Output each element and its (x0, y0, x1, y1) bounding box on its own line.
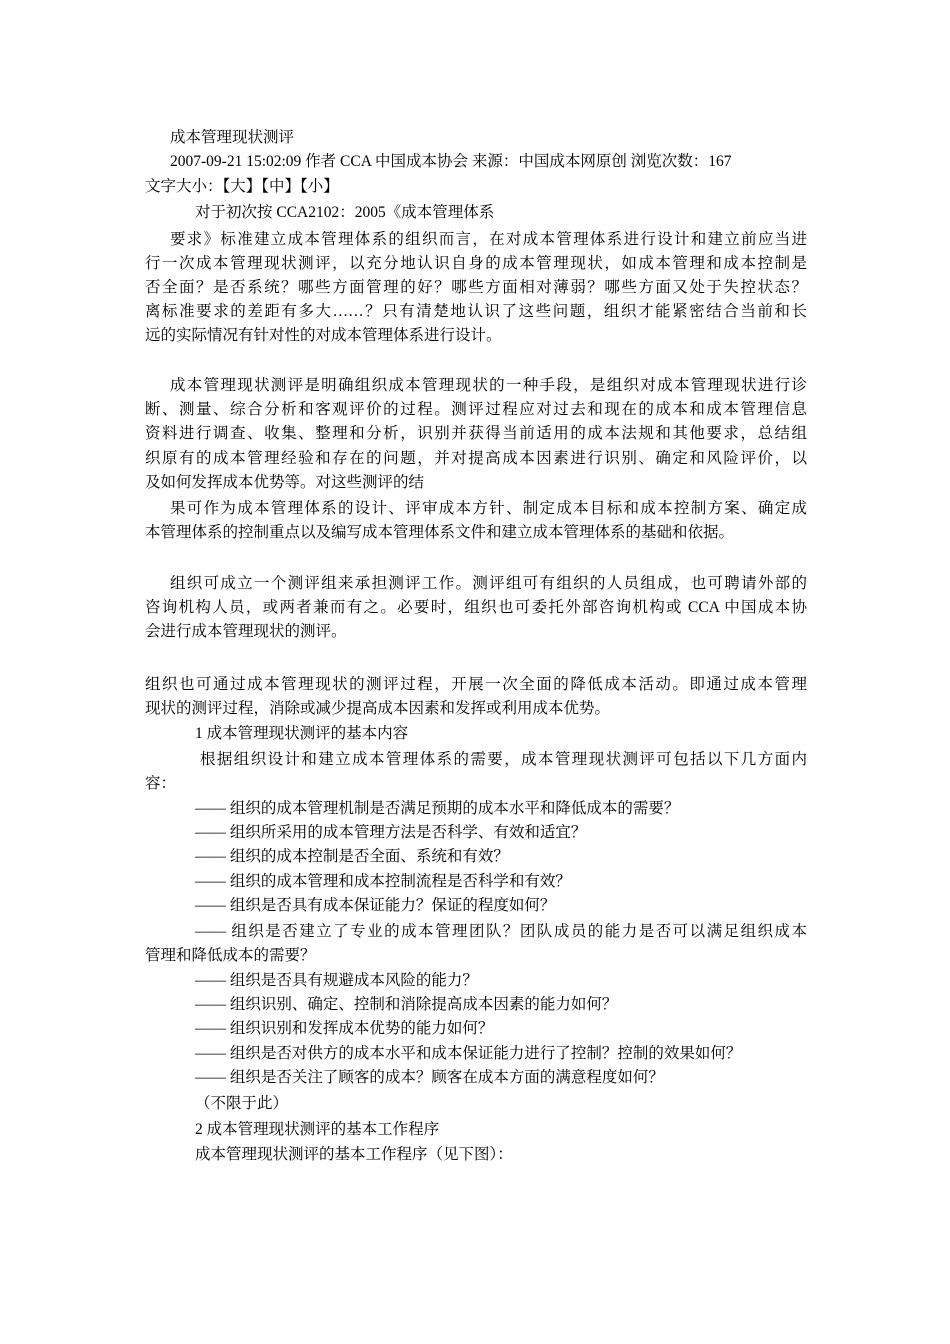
list-item: —— 组织识别、确定、控制和消除提高成本因素的能力如何？ (195, 996, 618, 1013)
paragraph-line: 组织可成立一个测评组来承担测评工作。测评组可有组织的人员组成，也可聘请外部的 (170, 575, 807, 592)
paragraph-line: 离标准要求的差距有多大……？只有清楚地认识了这些问题，组织才能紧密结合当前和长 (145, 303, 807, 320)
paragraph-line: 成本管理现状测评的基本工作程序（见下图）： (195, 1146, 513, 1163)
font-size-medium-link[interactable]: 【中】 (261, 178, 301, 195)
section-heading: 1 成本管理现状测评的基本内容 (195, 725, 409, 742)
paragraph-line: 根据组织设计和建立成本管理体系的需要，成本管理现状测评可包括以下几方面内 (200, 751, 807, 768)
font-size-large-link[interactable]: 【大】 (222, 178, 262, 195)
paragraph-line: 资料进行调查、收集、整理和分析，识别并获得当前适用的成本法规和其他要求，总结组 (145, 425, 807, 442)
paragraph-line: 断、测量、综合分析和客观评价的过程。测评过程应对过去和现在的成本和成本管理信息 (145, 401, 807, 418)
list-item: —— 组织是否具有成本保证能力？保证的程度如何？ (195, 897, 556, 914)
paragraph-line: 会进行成本管理现状的测评。 (145, 623, 347, 640)
font-size-controls (145, 175, 339, 199)
paragraph-line: 成本管理现状测评是明确组织成本管理现状的一种手段，是组织对成本管理现状进行诊 (170, 377, 807, 394)
font-size-label: 文字大小： (145, 178, 223, 195)
list-item-continuation: 管理和降低成本的需要？ (145, 947, 316, 964)
list-item: —— 组织是否具有规避成本风险的能力？ (195, 972, 478, 989)
list-item: —— 组织的成本管理和成本控制流程是否科学和有效？ (195, 873, 571, 890)
list-item: —— 组织所采用的成本管理方法是否科学、有效和适宜？ (195, 824, 587, 841)
paragraph-line: 织原有的成本管理经验和存在的问题，并对提高成本因素进行识别、确定和风险评价，以 (145, 450, 807, 467)
list-item: —— 组织的成本管理机制是否满足预期的成本水平和降低成本的需要？ (195, 800, 680, 817)
font-size-small-link[interactable]: 【小】 (300, 178, 339, 195)
paragraph-line: 组织也可通过成本管理现状的测评过程，开展一次全面的降低成本活动。即通过成本管理 (145, 676, 807, 693)
paragraph-line: 行一次成本管理现状测评，以充分地认识自身的成本管理现状，如成本管理和成本控制是 (145, 255, 807, 272)
paragraph-line: 本管理体系的控制重点以及编写成本管理体系文件和建立成本管理体系的基础和依据。 (145, 524, 735, 541)
article-meta: 2007-09-21 15:02:09 作者 CCA 中国成本协会 来源：中国成本网原创 浏览次数：167 (170, 153, 732, 170)
list-item: —— 组织识别和发挥成本优势的能力如何？ (195, 1020, 494, 1037)
list-item: —— 组织的成本控制是否全面、系统和有效？ (195, 848, 509, 865)
paragraph-line: 果可作为成本管理体系的设计、评审成本方针、制定成本目标和成本控制方案、确定成 (170, 500, 807, 517)
paragraph-line: 容： (145, 775, 177, 792)
section-heading: 2 成本管理现状测评的基本工作程序 (195, 1121, 440, 1138)
paragraph-line: 否全面？是否系统？哪些方面管理的好？哪些方面相对薄弱？哪些方面又处于失控状态？ (145, 279, 807, 296)
list-item: —— 组织是否对供方的成本水平和成本保证能力进行了控制？控制的效果如何？ (195, 1045, 742, 1062)
paragraph-line: 对于初次按 CCA2102：2005《成本管理体系 (195, 204, 495, 221)
list-item: —— 组织是否关注了顾客的成本？顾客在成本方面的满意程度如何？ (195, 1069, 664, 1086)
list-item: —— 组织是否建立了专业的成本管理团队？团队成员的能力是否可以满足组织成本 (195, 923, 807, 940)
paragraph-line: 咨询机构人员，或两者兼而有之。必要时，组织也可委托外部咨询机构或 CCA 中国成本协 (145, 599, 807, 616)
article-title: 成本管理现状测评 (170, 129, 295, 146)
list-note: （不限于此） (195, 1095, 289, 1112)
paragraph-line: 及如何发挥成本优势等。对这些测评的结 (145, 474, 425, 491)
paragraph-line: 要求》标准建立成本管理体系的组织而言，在对成本管理体系进行设计和建立前应当进 (170, 231, 807, 248)
paragraph-line: 远的实际情况有针对性的对成本管理体系进行设计。 (145, 327, 502, 344)
paragraph-line: 现状的测评过程，消除或减少提高成本因素和发挥或利用成本优势。 (145, 700, 611, 717)
